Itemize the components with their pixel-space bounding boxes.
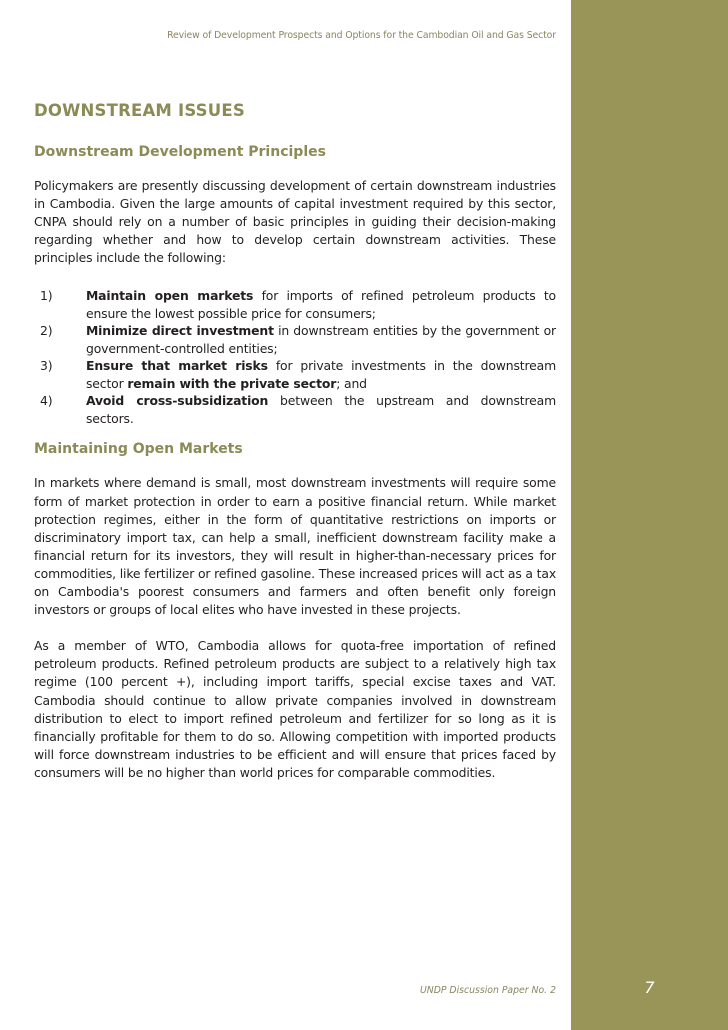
list-item-text: for imports of refined petroleum products to ensure the lowest possible price for consumers;	[86, 288, 556, 321]
list-item	[34, 287, 556, 322]
section-title: DOWNSTREAM ISSUES	[34, 101, 245, 120]
list-item-bold: Minimize direct investment	[86, 323, 274, 339]
list-item-bold: Ensure that market risks	[86, 358, 268, 374]
list-number: 3)	[40, 358, 53, 374]
list-item-text: ; and	[336, 375, 367, 391]
list-item-text: in downstream entities by the government or government-controlled entities;	[86, 323, 556, 356]
sidebar-band	[571, 0, 728, 1030]
list-item-bold: remain with the private sector	[127, 375, 337, 391]
list-item-text: between the upstream and downstream sectors.	[86, 393, 556, 426]
subsection-title-principles: Downstream Development Principles	[34, 144, 326, 160]
subsection-title-open-markets: Maintaining Open Markets	[34, 441, 243, 458]
open-markets-paragraph-2: As a member of WTO, Cambodia allows for quota-free importation of refined petroleum products. Refined petroleum products are subject to a relatively high tax regime (100 percent +), including import tariffs, special excise taxes and VAT. Cambodia should continue to allow private companies involved in downstream distribution to elect to import refined petroleum and fertilizer for so long as it is financially profitable for them to do so. Allowing competition with imported products will force downstream industries to be efficient and will ensure that prices faced by consumers will be no higher than world prices for comparable commodities.	[34, 638, 556, 780]
list-number: 2)	[40, 323, 53, 339]
principles-intro: Policymakers are presently discussing development of certain downstream industries in Cambodia. Given the large amounts of capital investment required by this sector, CNPA should rely on a number of basic principles in guiding their decision-making regarding whether and how to develop certain downstream activities. These principles include the following:	[34, 178, 556, 266]
running-header: Review of Development Prospects and Options for the Cambodian Oil and Gas Sector	[167, 30, 556, 41]
list-number: 1)	[40, 288, 53, 304]
main-content	[34, 100, 556, 782]
list-item-text: for private investments in the downstream sector	[86, 358, 556, 391]
list-item-bold: Avoid cross-subsidization	[86, 393, 269, 409]
principles-list	[34, 287, 556, 427]
page-number: 7	[644, 978, 655, 997]
list-item	[34, 357, 556, 392]
list-number: 4)	[40, 393, 53, 409]
list-item-bold: Maintain open markets	[86, 288, 254, 304]
list-item	[34, 322, 556, 357]
open-markets-paragraph-1: In markets where demand is small, most downstream investments will require some form of market protection in order to earn a positive financial return. While market protection regimes, either in the form of quantitative restrictions on imports or discriminatory import tax, can help a small, inefficient downstream facility make a financial return for its investors, they will result in higher-than-necessary prices for commodities, like fertilizer or refined gasoline. These increased prices will act as a tax on Cambodia's poorest consumers and farmers and often benefit only foreign investors or groups of local elites who have invested in these projects.	[34, 475, 556, 618]
footer-label: UNDP Discussion Paper No. 2	[419, 985, 556, 996]
list-item	[34, 392, 556, 427]
